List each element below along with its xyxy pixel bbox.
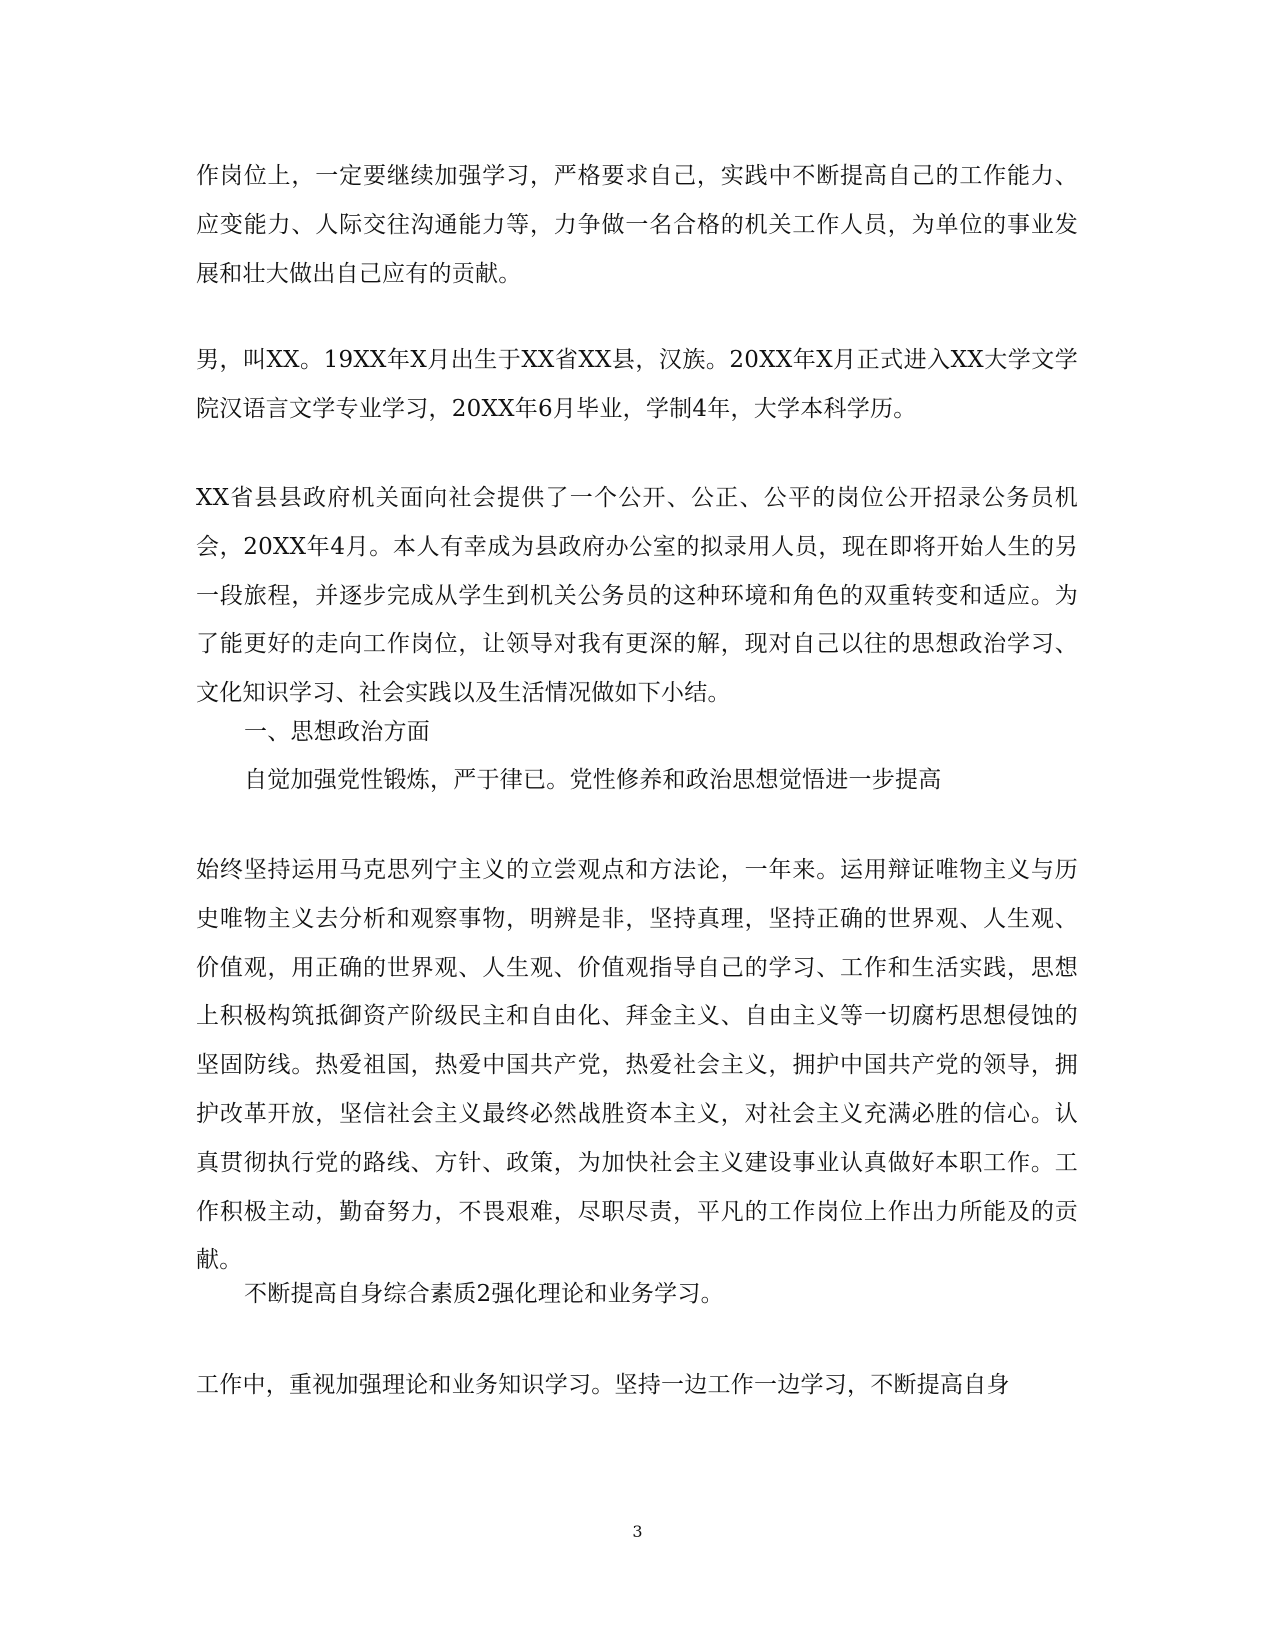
paragraph-personal-info: 男，叫XX。19XX年X月出生于XX省XX县，汉族。20XX年X月正式进入XX大学文学院汉语言文学专业学习，20XX年6月毕业，学制4年，大学本科学历。: [196, 347, 1078, 422]
subheading-party-discipline: 自觉加强党性锻炼，严于律已。党性修养和政治思想觉悟进一步提高: [244, 767, 942, 793]
section-heading-political: 一、思想政治方面: [244, 719, 430, 745]
paragraph-work-commitment: 作岗位上，一定要继续加强学习，严格要求自己，实践中不断提高自己的工作能力、应变能力、人际交往沟通能力等，力争做一名合格的机关工作人员，为单位的事业发展和壮大做出自己应有的贡献。: [196, 163, 1078, 287]
subheading-quality-improvement: 不断提高自身综合素质2强化理论和业务学习。: [244, 1281, 724, 1307]
paragraph-recruitment: XX省县县政府机关面向社会提供了一个公开、公正、公平的岗位公开招录公务员机会，20XX年4月。本人有幸成为县政府办公室的拟录用人员，现在即将开始人生的另一段旅程，并逐步完成从学生到机关公务员的这种环境和角色的双重转变和适应。为了能更好的走向工作岗位，让领导对我有更深的解，现对自己以往的思想政治学习、文化知识学习、社会实践以及生活情况做如下小结。: [196, 485, 1078, 707]
page-number: 3: [632, 1522, 643, 1541]
paragraph-political-stance: 始终坚持运用马克思列宁主义的立尝观点和方法论，一年来。运用辩证唯物主义与历史唯物主义去分析和观察事物，明辨是非，坚持真理，坚持正确的世界观、人生观、价值观，用正确的世界观、人生观、价值观指导自己的学习、工作和生活实践，思想上积极构筑抵御资产阶级民主和自由化、拜金主义、自由主义等一切腐朽思想侵蚀的坚固防线。热爱祖国，热爱中国共产党，热爱社会主义，拥护中国共产党的领导，拥护改革开放，坚信社会主义最终必然战胜资本主义，对社会主义充满必胜的信心。认真贯彻执行党的路线、方针、政策，为加快社会主义建设事业认真做好本职工作。工作积极主动，勤奋努力，不畏艰难，尽职尽责，平凡的工作岗位上作出力所能及的贡献。: [196, 857, 1078, 1274]
paragraph-study-at-work: 工作中，重视加强理论和业务知识学习。坚持一边工作一边学习，不断提高自身: [196, 1372, 1010, 1398]
